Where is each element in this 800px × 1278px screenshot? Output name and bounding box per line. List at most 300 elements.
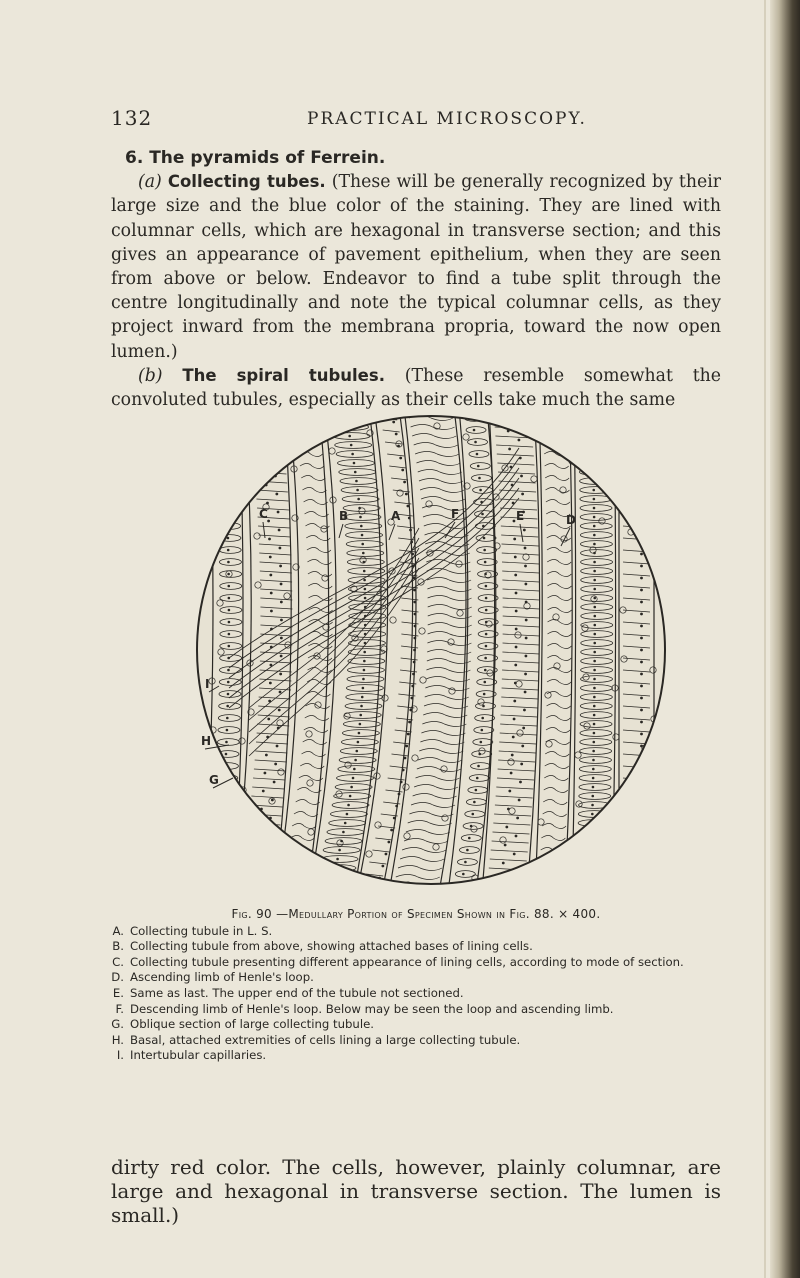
cell-nucleus bbox=[381, 865, 384, 868]
cell-nucleus bbox=[640, 457, 643, 460]
cell-nucleus bbox=[393, 817, 396, 820]
cell-nucleus bbox=[403, 481, 406, 484]
cell-nucleus bbox=[269, 556, 272, 559]
cell-outline bbox=[578, 424, 610, 431]
cell-nucleus bbox=[227, 645, 230, 648]
cell-nucleus bbox=[640, 877, 643, 880]
cell-nucleus bbox=[481, 729, 484, 732]
cell-boundary bbox=[623, 502, 650, 504]
figure-label-letter: I bbox=[205, 677, 210, 691]
cell-cross-section bbox=[224, 473, 230, 479]
cell-nucleus bbox=[640, 433, 643, 436]
cell-nucleus bbox=[640, 517, 643, 520]
cell-nucleus bbox=[267, 718, 270, 721]
cell-nucleus bbox=[640, 445, 643, 448]
cell-nucleus bbox=[404, 757, 407, 760]
cell-boundary bbox=[623, 814, 650, 816]
cell-nucleus bbox=[278, 709, 281, 712]
cell-outline bbox=[578, 838, 610, 845]
cell-nucleus bbox=[640, 757, 643, 760]
cell-nucleus bbox=[360, 705, 363, 708]
cell-nucleus bbox=[357, 741, 360, 744]
cell-nucleus bbox=[390, 829, 393, 832]
cell-nucleus bbox=[226, 705, 229, 708]
legend-text: Oblique section of large collecting tubule. bbox=[130, 1017, 374, 1032]
cell-boundary bbox=[245, 850, 277, 852]
cell-nucleus bbox=[262, 790, 265, 793]
figure-label-letter: E bbox=[516, 509, 525, 523]
cell-nucleus bbox=[593, 570, 596, 573]
cell-nucleus bbox=[592, 786, 595, 789]
legend-letter: E. bbox=[112, 985, 124, 1000]
cell-nucleus bbox=[216, 885, 219, 888]
cell-nucleus bbox=[479, 489, 482, 492]
cell-cross-section bbox=[530, 427, 536, 433]
cell-nucleus bbox=[462, 873, 465, 876]
cell-nucleus bbox=[478, 477, 481, 480]
cell-nucleus bbox=[590, 840, 593, 843]
cell-nucleus bbox=[589, 876, 592, 879]
cell-boundary bbox=[623, 430, 650, 432]
cell-nucleus bbox=[509, 889, 512, 892]
legend-text: Ascending limb of Henle's loop. bbox=[130, 970, 314, 985]
cell-boundary bbox=[623, 826, 650, 828]
cell-nucleus bbox=[264, 772, 267, 775]
cell-outline bbox=[216, 451, 238, 458]
legend-item bbox=[106, 1048, 726, 1064]
cell-outline bbox=[214, 427, 236, 434]
cell-nucleus bbox=[269, 682, 272, 685]
cell-nucleus bbox=[513, 853, 516, 856]
page-edge-shadow bbox=[764, 0, 766, 1278]
cell-nucleus bbox=[347, 804, 350, 807]
cell-nucleus bbox=[460, 885, 463, 888]
cell-nucleus bbox=[345, 417, 348, 420]
cell-nucleus bbox=[500, 880, 503, 883]
cell-nucleus bbox=[640, 529, 643, 532]
cell-boundary bbox=[297, 440, 321, 445]
cell-nucleus bbox=[524, 547, 527, 550]
cell-nucleus bbox=[513, 538, 516, 541]
cell-nucleus bbox=[593, 588, 596, 591]
para-b-text: (These resemble somewhat the convoluted tubules, especially as their cells take much the same bbox=[111, 365, 721, 411]
cell-outline bbox=[577, 856, 609, 863]
cell-nucleus bbox=[640, 697, 643, 700]
cell-nucleus bbox=[476, 453, 479, 456]
cell-nucleus bbox=[359, 516, 362, 519]
cell-nucleus bbox=[408, 517, 411, 520]
cell-nucleus bbox=[593, 732, 596, 735]
cell-nucleus bbox=[483, 549, 486, 552]
cell-cross-section bbox=[232, 865, 238, 871]
cell-nucleus bbox=[640, 637, 643, 640]
cell-boundary bbox=[487, 886, 524, 888]
cell-nucleus bbox=[640, 865, 643, 868]
cell-nucleus bbox=[524, 673, 527, 676]
cell-nucleus bbox=[480, 741, 483, 744]
cell-nucleus bbox=[519, 457, 522, 460]
cell-nucleus bbox=[279, 547, 282, 550]
cell-outline bbox=[579, 451, 611, 458]
cell-cross-section bbox=[657, 540, 663, 546]
cell-nucleus bbox=[511, 871, 514, 874]
cell-nucleus bbox=[272, 457, 275, 460]
cell-nucleus bbox=[514, 664, 517, 667]
cell-cross-section bbox=[597, 420, 603, 426]
cell-nucleus bbox=[270, 610, 273, 613]
cell-boundary bbox=[623, 454, 650, 456]
cell-boundary bbox=[284, 872, 308, 877]
cell-nucleus bbox=[228, 621, 231, 624]
cell-boundary bbox=[540, 860, 564, 865]
cell-nucleus bbox=[593, 723, 596, 726]
closing-text: dirty red color. The cells, however, plainly columnar, are large and hexagonal in transverse section. The lumen is small.) bbox=[111, 1155, 721, 1227]
cell-nucleus bbox=[481, 513, 484, 516]
cell-nucleus bbox=[280, 619, 283, 622]
cell-nucleus bbox=[226, 513, 229, 516]
cell-nucleus bbox=[280, 637, 283, 640]
cell-nucleus bbox=[485, 645, 488, 648]
para-a-text: (These will be generally recognized by their large size and the blue color of the staining. They are lined with columnar cells, which are hexagonal in transverse section; and this gives an appearance of pavement epithelium, when they are seen from above or below. Endeavor to find a tube split through the centre longitudinally and note the typical columnar cells, as they project inward from the membrana propria, toward the now open lumen.) bbox=[111, 172, 721, 362]
cell-boundary bbox=[247, 832, 279, 834]
cell-nucleus bbox=[511, 754, 514, 757]
cell-nucleus bbox=[591, 426, 594, 429]
cell-nucleus bbox=[484, 657, 487, 660]
cell-nucleus bbox=[363, 669, 366, 672]
cell-nucleus bbox=[514, 574, 517, 577]
cell-nucleus bbox=[354, 471, 357, 474]
legend-text: Collecting tubule in L. S. bbox=[130, 923, 273, 938]
cell-nucleus bbox=[269, 574, 272, 577]
cell-cross-section bbox=[605, 812, 611, 818]
cell-nucleus bbox=[398, 793, 401, 796]
cell-nucleus bbox=[513, 700, 516, 703]
cell-nucleus bbox=[407, 733, 410, 736]
cell-outline bbox=[211, 847, 233, 854]
para-b-heading: The spiral tubules. bbox=[182, 365, 385, 385]
cell-nucleus bbox=[226, 525, 229, 528]
cell-nucleus bbox=[524, 691, 527, 694]
book-spine-edge bbox=[770, 0, 800, 1278]
paragraph-a bbox=[111, 170, 721, 364]
cell-nucleus bbox=[477, 765, 480, 768]
cell-outline bbox=[577, 847, 609, 854]
cell-nucleus bbox=[474, 441, 477, 444]
cell-cross-section bbox=[203, 854, 209, 860]
cell-boundary bbox=[623, 418, 650, 420]
micrograph-figure bbox=[189, 408, 673, 892]
cell-boundary bbox=[623, 466, 650, 468]
cell-nucleus bbox=[221, 825, 224, 828]
cell-nucleus bbox=[278, 529, 281, 532]
cell-nucleus bbox=[481, 717, 484, 720]
cell-nucleus bbox=[483, 537, 486, 540]
cell-nucleus bbox=[359, 714, 362, 717]
cell-nucleus bbox=[399, 457, 402, 460]
cell-nucleus bbox=[590, 849, 593, 852]
cell-nucleus bbox=[267, 835, 270, 838]
cell-cross-section bbox=[270, 847, 276, 853]
cell-nucleus bbox=[227, 549, 230, 552]
cell-nucleus bbox=[258, 826, 261, 829]
cell-outline bbox=[217, 475, 239, 482]
cell-nucleus bbox=[468, 837, 471, 840]
para-b-label: (b) bbox=[138, 365, 163, 386]
cell-nucleus bbox=[362, 687, 365, 690]
cell-outline bbox=[215, 787, 237, 794]
legend-item bbox=[106, 955, 726, 971]
legend-item bbox=[106, 939, 726, 955]
cell-nucleus bbox=[640, 421, 643, 424]
cell-nucleus bbox=[515, 610, 518, 613]
cell-nucleus bbox=[640, 589, 643, 592]
cell-cross-section bbox=[539, 868, 545, 874]
cell-nucleus bbox=[225, 489, 228, 492]
cell-nucleus bbox=[476, 777, 479, 780]
cell-boundary bbox=[249, 418, 281, 420]
cell-nucleus bbox=[640, 577, 643, 580]
cell-nucleus bbox=[271, 439, 274, 442]
figure-label-letter: A bbox=[391, 509, 401, 523]
cell-nucleus bbox=[262, 448, 265, 451]
cell-nucleus bbox=[640, 853, 643, 856]
cell-nucleus bbox=[225, 741, 228, 744]
cell-boundary bbox=[246, 841, 278, 843]
cell-nucleus bbox=[525, 637, 528, 640]
cell-nucleus bbox=[477, 465, 480, 468]
cell-nucleus bbox=[225, 753, 228, 756]
cell-nucleus bbox=[593, 579, 596, 582]
cell-boundary bbox=[294, 416, 318, 421]
cell-outline bbox=[214, 811, 236, 818]
cell-nucleus bbox=[591, 831, 594, 834]
cell-nucleus bbox=[640, 541, 643, 544]
cell-nucleus bbox=[514, 556, 517, 559]
cell-nucleus bbox=[591, 822, 594, 825]
cell-boundary bbox=[623, 802, 650, 804]
page-number: 132 bbox=[111, 106, 153, 130]
cell-nucleus bbox=[593, 687, 596, 690]
cell-nucleus bbox=[592, 453, 595, 456]
cell-nucleus bbox=[640, 493, 643, 496]
cell-nucleus bbox=[592, 777, 595, 780]
cell-nucleus bbox=[344, 822, 347, 825]
cell-nucleus bbox=[351, 453, 354, 456]
cell-outline bbox=[210, 871, 232, 878]
cell-nucleus bbox=[640, 793, 643, 796]
cell-nucleus bbox=[640, 601, 643, 604]
closing-paragraph bbox=[111, 1155, 721, 1227]
cell-nucleus bbox=[593, 561, 596, 564]
cell-nucleus bbox=[524, 583, 527, 586]
cell-nucleus bbox=[363, 579, 366, 582]
legend-letter: C. bbox=[112, 954, 124, 969]
cell-nucleus bbox=[592, 750, 595, 753]
cell-boundary bbox=[543, 428, 567, 433]
cell-nucleus bbox=[592, 444, 595, 447]
cell-nucleus bbox=[515, 592, 518, 595]
cell-nucleus bbox=[222, 801, 225, 804]
cell-nucleus bbox=[375, 889, 378, 892]
cell-nucleus bbox=[227, 561, 230, 564]
cell-nucleus bbox=[224, 777, 227, 780]
cell-nucleus bbox=[354, 759, 357, 762]
cell-outline bbox=[317, 874, 354, 881]
cell-nucleus bbox=[640, 505, 643, 508]
legend-letter: G. bbox=[111, 1017, 124, 1032]
cell-cross-section bbox=[194, 413, 200, 419]
cell-nucleus bbox=[227, 573, 230, 576]
cell-nucleus bbox=[592, 759, 595, 762]
legend-item bbox=[106, 1017, 726, 1033]
cell-nucleus bbox=[355, 480, 358, 483]
cell-cross-section bbox=[233, 444, 239, 450]
cell-cross-section bbox=[195, 462, 201, 468]
cell-nucleus bbox=[218, 861, 221, 864]
cell-nucleus bbox=[269, 817, 272, 820]
cell-nucleus bbox=[364, 597, 367, 600]
figure-legend bbox=[106, 924, 726, 1064]
cell-nucleus bbox=[348, 435, 351, 438]
legend-letter: B. bbox=[112, 939, 124, 954]
legend-item bbox=[106, 1002, 726, 1018]
cell-nucleus bbox=[484, 669, 487, 672]
cell-boundary bbox=[363, 886, 380, 888]
cell-cross-section bbox=[635, 872, 641, 878]
legend-letter: D. bbox=[111, 970, 124, 985]
cell-nucleus bbox=[521, 745, 524, 748]
cell-nucleus bbox=[279, 673, 282, 676]
cell-nucleus bbox=[485, 597, 488, 600]
cell-nucleus bbox=[387, 841, 390, 844]
cell-boundary bbox=[623, 790, 650, 792]
cell-nucleus bbox=[395, 433, 398, 436]
para-a-heading: Collecting tubes. bbox=[167, 172, 326, 192]
legend-item bbox=[106, 986, 726, 1002]
cell-nucleus bbox=[330, 885, 333, 888]
figure-label-letter: G bbox=[209, 773, 219, 787]
cell-nucleus bbox=[484, 561, 487, 564]
figure-label-letter: F bbox=[451, 507, 460, 521]
cell-nucleus bbox=[405, 745, 408, 748]
cell-nucleus bbox=[513, 718, 516, 721]
cell-nucleus bbox=[592, 768, 595, 771]
cell-nucleus bbox=[408, 721, 411, 724]
cell-nucleus bbox=[262, 871, 265, 874]
page-header bbox=[111, 106, 721, 132]
cell-outline bbox=[215, 799, 237, 806]
cell-outline bbox=[212, 835, 234, 842]
cell-nucleus bbox=[353, 768, 356, 771]
cell-boundary bbox=[623, 490, 650, 492]
cell-nucleus bbox=[473, 801, 476, 804]
cell-nucleus bbox=[260, 430, 263, 433]
cell-nucleus bbox=[222, 813, 225, 816]
cell-nucleus bbox=[342, 831, 345, 834]
legend-letter: I. bbox=[116, 1048, 124, 1063]
cell-nucleus bbox=[226, 729, 229, 732]
cell-nucleus bbox=[640, 721, 643, 724]
cell-nucleus bbox=[640, 481, 643, 484]
legend-text: Collecting tubule from above, showing attached bases of lining cells. bbox=[130, 939, 533, 954]
cell-boundary bbox=[253, 454, 285, 456]
cell-nucleus bbox=[508, 448, 511, 451]
cell-nucleus bbox=[591, 795, 594, 798]
cell-boundary bbox=[539, 872, 563, 877]
cell-nucleus bbox=[338, 849, 341, 852]
cell-cross-section bbox=[202, 805, 208, 811]
cell-nucleus bbox=[640, 781, 643, 784]
cell-nucleus bbox=[227, 693, 230, 696]
legend-letter: A. bbox=[112, 923, 124, 938]
cell-nucleus bbox=[358, 732, 361, 735]
cell-nucleus bbox=[279, 565, 282, 568]
cell-boundary bbox=[623, 838, 650, 840]
intro-text bbox=[111, 146, 721, 412]
cell-nucleus bbox=[355, 750, 358, 753]
cell-nucleus bbox=[523, 709, 526, 712]
cell-nucleus bbox=[406, 505, 409, 508]
cell-nucleus bbox=[271, 799, 274, 802]
cell-outline bbox=[213, 823, 235, 830]
cell-nucleus bbox=[525, 655, 528, 658]
legend-item bbox=[106, 924, 726, 940]
cell-nucleus bbox=[640, 673, 643, 676]
cell-boundary bbox=[623, 874, 650, 876]
cell-boundary bbox=[286, 860, 310, 865]
cell-nucleus bbox=[589, 885, 592, 888]
cell-nucleus bbox=[640, 625, 643, 628]
cell-nucleus bbox=[217, 873, 220, 876]
cell-nucleus bbox=[593, 633, 596, 636]
cell-nucleus bbox=[640, 829, 643, 832]
cell-nucleus bbox=[279, 691, 282, 694]
cell-cross-section bbox=[196, 511, 202, 517]
cell-nucleus bbox=[510, 772, 513, 775]
cell-boundary bbox=[623, 442, 650, 444]
figure-label-letter: H bbox=[201, 734, 212, 748]
cell-nucleus bbox=[392, 421, 395, 424]
cell-nucleus bbox=[226, 501, 229, 504]
cell-nucleus bbox=[225, 477, 228, 480]
cell-boundary bbox=[241, 877, 273, 879]
cell-nucleus bbox=[336, 858, 339, 861]
cell-cross-section bbox=[299, 858, 305, 864]
cell-nucleus bbox=[593, 498, 596, 501]
cell-nucleus bbox=[251, 880, 254, 883]
cell-cross-section bbox=[300, 437, 306, 443]
cell-nucleus bbox=[593, 696, 596, 699]
cell-nucleus bbox=[512, 736, 515, 739]
cell-nucleus bbox=[515, 646, 518, 649]
cell-nucleus bbox=[334, 867, 337, 870]
cell-nucleus bbox=[226, 717, 229, 720]
cell-nucleus bbox=[347, 426, 350, 429]
cell-nucleus bbox=[353, 462, 356, 465]
cell-nucleus bbox=[593, 615, 596, 618]
cell-boundary bbox=[250, 427, 282, 429]
cell-nucleus bbox=[274, 763, 277, 766]
legend-text: Basal, attached extremities of cells lining a large collecting tubule. bbox=[130, 1032, 521, 1047]
cell-nucleus bbox=[280, 601, 283, 604]
cell-nucleus bbox=[356, 489, 359, 492]
cell-nucleus bbox=[522, 727, 525, 730]
cell-nucleus bbox=[516, 421, 519, 424]
para-a-label: (a) bbox=[138, 172, 162, 193]
cell-nucleus bbox=[223, 441, 226, 444]
cell-nucleus bbox=[640, 553, 643, 556]
cell-nucleus bbox=[332, 876, 335, 879]
